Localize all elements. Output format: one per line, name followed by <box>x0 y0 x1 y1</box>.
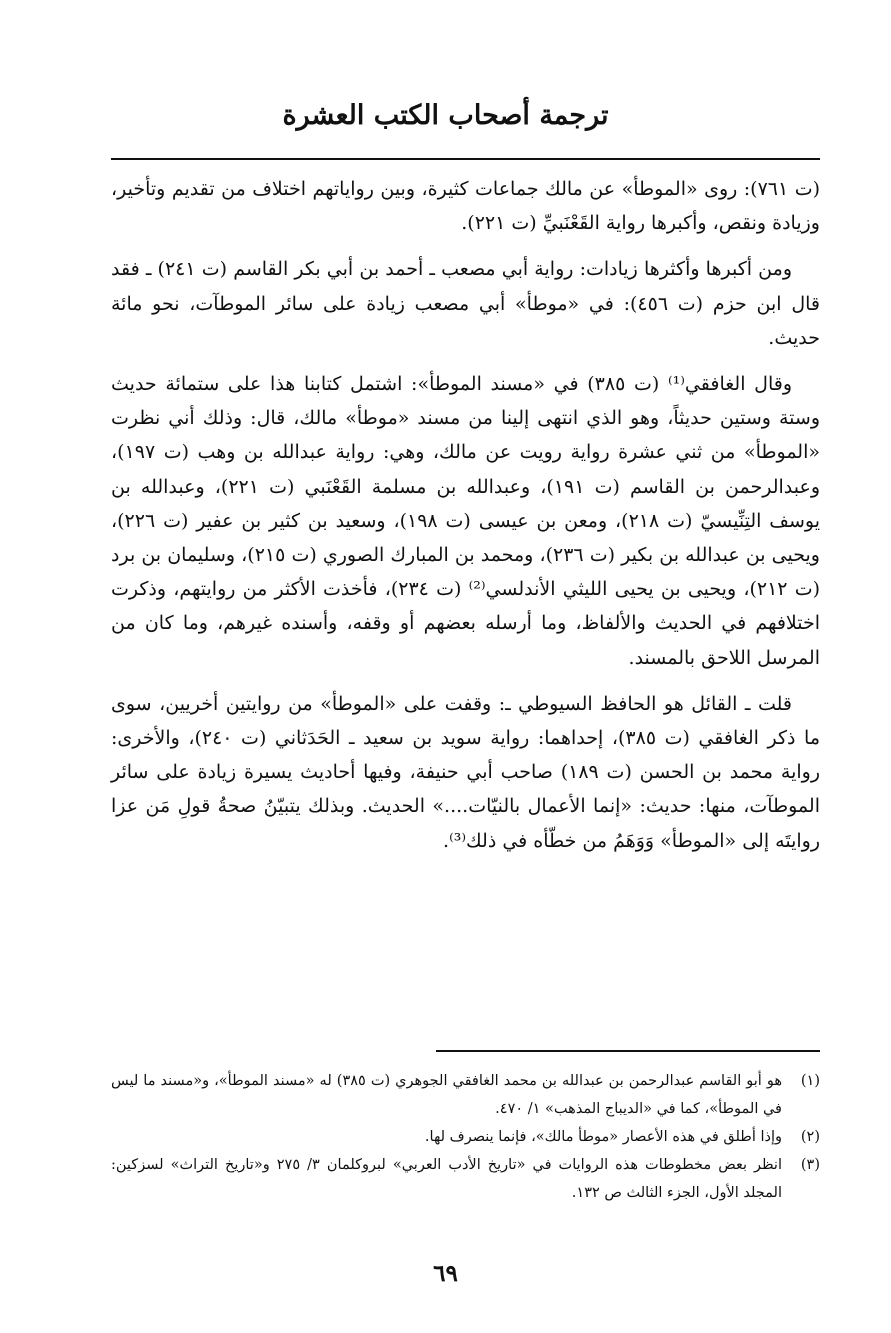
paragraph-1: (ت ٧٦١): روى «الموطأ» عن مالك جماعات كثيرة، وبين رواياتهم اختلاف من تقديم وتأخير، وزيادة ونقص، وأكبرها رواية القَعْنَبيِّ (ت ٢٢١). <box>111 178 820 235</box>
paragraph-4: قلت ـ القائل هو الحافظ السيوطي ـ: وقفت على «الموطأ» من روايتين أخريين، سوى ما ذكر الغافقي (ت ٣٨٥)، إحداهما: رواية سويد بن سعيد ـ الحَدَثاني (ت ٢٤٠)، والأخرى: رواية محمد بن الحسن (ت ١٨٩) صاحب أبي حنيفة، وفيها أحاديث يسيرة زيادة على سائر الموطآت، منها: حديث: «إنما الأعمال بالنيّات....» الحديث. وبذلك يتبيّنُ صحةُ قولِ مَن عزا روايتَه إلى «الموطأ» وَوَهَمُ من خطّأه في ذلك⁽³⁾. <box>111 692 820 852</box>
paragraph-3: وقال الغافقي⁽¹⁾ (ت ٣٨٥) في «مسند الموطأ»: اشتمل كتابنا هذا على ستمائة حديث وستة وستين حديثاً، وهو الذي انتهى إلينا من مسند «موطأ» مالك، قال: وذلك أني نظرت «الموطأ» من ثني عشرة رواية رويت عن مالك، وهي: رواية عبدالله بن وهب (ت ١٩٧)، وعبدالرحمن بن القاسم (ت ١٩١)، وعبدالله بن مسلمة القَعْنَبي (ت ٢٢١)، وعبدالله بن يوسف التِنِّيسيّ (ت ٢١٨)، ومعن بن عيسى (ت ١٩٨)، وسعيد بن كثير بن عفير (ت ٢٢٦)، ويحيى بن عبدالله بن بكير (ت ٢٣٦)، ومحمد بن المبارك الصوري (ت ٢١٥)، وسليمان بن برد (ت ٢١٢)، ويحيى بن يحيى الليثي الأندلسي⁽²⁾ (ت ٢٣٤)، فأخذت الأكثر من روايتهم، وذكرت اختلافهم في الحديث والألفاظ، وما أرسله بعضهم أو وقفه، وأسنده غيرهم، وما كان من المرسل اللاحق بالمسند. <box>111 373 820 669</box>
page-number: ٦٩ <box>433 1260 458 1287</box>
footnote-text: انظر بعض مخطوطات هذه الروايات في «تاريخ الأدب العربي» لبروكلمان ٣/ ٢٧٥ و«تاريخ التراث» لسزكين: المجلد الأول، الجزء الثالث ص ١٣٢. <box>111 1157 782 1201</box>
footnote-3 <box>111 1151 820 1207</box>
footnote-1 <box>111 1067 820 1123</box>
footnote-number: (٢) <box>800 1129 820 1145</box>
footnote-number: (٣) <box>800 1157 820 1173</box>
paragraph-2: ومن أكبرها وأكثرها زيادات: رواية أبي مصعب ـ أحمد بن أبي بكر القاسم (ت ٢٤١) ـ فقد قال ابن حزم (ت ٤٥٦): في «موطأ» أبي مصعب زيادة على سائر الموطآت، نحو مائة حديث. <box>111 258 820 349</box>
footnote-text: هو أبو القاسم عبدالرحمن بن عبدالله بن محمد الغافقي الجوهري (ت ٣٨٥) له «مسند الموطأ»، و«مسند ما ليس في الموطأ»، كما في «الديباج المذهب» ١/ ٤٧٠. <box>111 1073 783 1117</box>
footnote-divider <box>436 1050 820 1052</box>
footnote-text: وإذا أطلق في هذه الأعصار «موطأ مالك»، فإنما ينصرف لها. <box>424 1129 782 1145</box>
running-title: ترجمة أصحاب الكتب العشرة <box>282 100 609 131</box>
footnotes <box>111 1067 820 1207</box>
body-text <box>111 172 820 870</box>
footnote-2 <box>111 1123 820 1151</box>
header-divider <box>111 158 820 160</box>
footnote-number: (١) <box>800 1073 820 1089</box>
